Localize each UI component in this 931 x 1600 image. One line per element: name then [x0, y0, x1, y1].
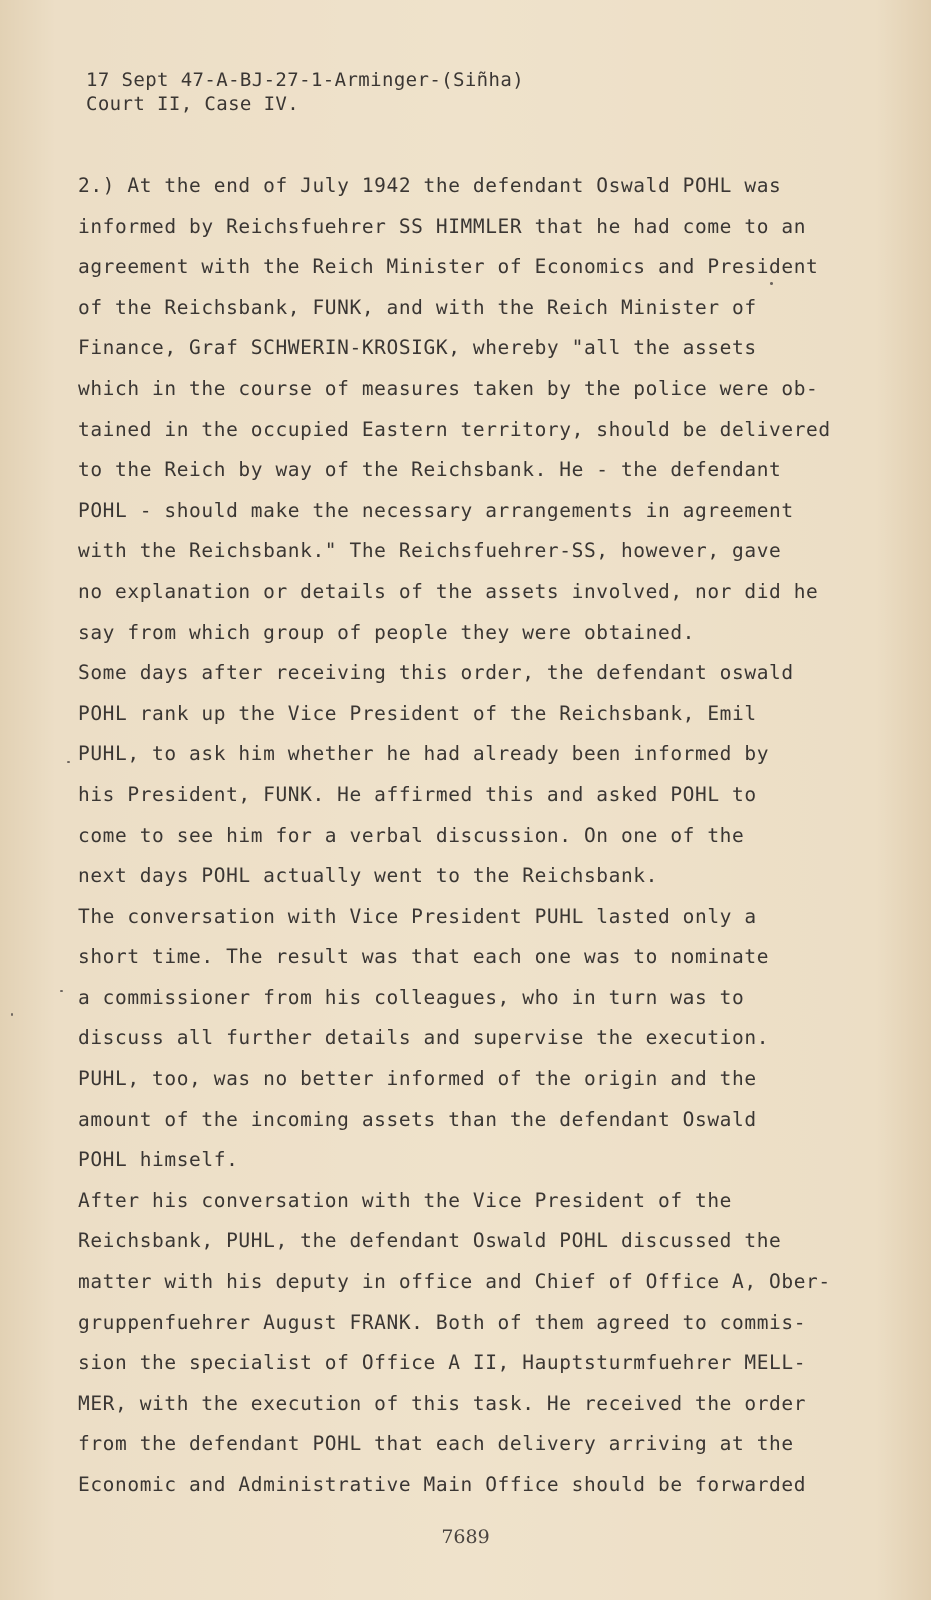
text-line: sion the specialist of Office A II, Hauptsturmfuehrer MELL-	[78, 1351, 807, 1375]
text-line: short time. The result was that each one was to nominate	[78, 945, 770, 969]
paper-speck	[60, 990, 63, 992]
text-line: MER, with the execution of this task. He received the order	[78, 1391, 807, 1415]
text-line: with the Reichsbank." The Reichsfuehrer-SS, however, gave	[78, 539, 782, 563]
text-line: 2.) At the end of July 1942 the defendant Oswald POHL was	[78, 174, 782, 197]
text-line: Reichsbank, PUHL, the defendant Oswald POHL discussed the	[78, 1229, 782, 1253]
text-line: which in the course of measures taken by the police were ob-	[78, 376, 819, 400]
text-line: of the Reichsbank, FUNK, and with the Reich Minister of	[78, 295, 757, 319]
text-line: say from which group of people they were obtained.	[78, 620, 695, 644]
header-reference: 17 Sept 47-A-BJ-27-1-Arminger-(Siñha)	[86, 69, 525, 91]
text-line: agreement with the Reich Minister of Economics and President	[78, 255, 819, 279]
text-line: gruppenfuehrer August FRANK. Both of them agreed to commis-	[78, 1310, 807, 1334]
text-line: Finance, Graf SCHWERIN-KROSIGK, whereby "all the assets	[78, 336, 757, 360]
text-line: Some days after receiving this order, the defendant oswald	[78, 661, 794, 685]
text-line: a commissioner from his colleagues, who in turn was to	[78, 985, 745, 1009]
text-line: amount of the incoming assets than the defendant Oswald	[78, 1107, 757, 1131]
text-line: PUHL, to ask him whether he had already been informed by	[78, 742, 770, 766]
text-line: informed by Reichsfuehrer SS HIMMLER that he had come to an	[78, 214, 807, 238]
text-line: PUHL, too, was no better informed of the origin and the	[78, 1067, 757, 1091]
paper-speck	[11, 1013, 13, 1016]
text-line: from the defendant POHL that each delivery arriving at the	[78, 1432, 794, 1456]
text-line: POHL - should make the necessary arrangements in agreement	[78, 498, 794, 522]
text-line: tained in the occupied Eastern territory, should be delivered	[78, 417, 831, 441]
text-line: The conversation with Vice President PUHL lasted only a	[78, 904, 757, 928]
text-line: POHL himself.	[78, 1148, 239, 1172]
text-line: come to see him for a verbal discussion. On one of the	[78, 823, 745, 847]
header-court-case: Court II, Case IV.	[86, 93, 300, 115]
document-body	[78, 166, 831, 1506]
text-line: discuss all further details and supervise the execution.	[78, 1026, 770, 1050]
text-line: After his conversation with the Vice President of the	[78, 1188, 733, 1212]
text-line: Economic and Administrative Main Office should be forwarded	[78, 1473, 807, 1496]
text-line: to the Reich by way of the Reichsbank. He - the defendant	[78, 458, 782, 482]
text-line: next days POHL actually went to the Reichsbank.	[78, 864, 658, 888]
text-line: POHL rank up the Vice President of the Reichsbank, Emil	[78, 701, 757, 725]
paper-speck	[770, 282, 773, 285]
document-header	[86, 68, 524, 116]
text-line: matter with his deputy in office and Chief of Office A, Ober-	[78, 1270, 831, 1294]
page-number: 7689	[441, 1526, 490, 1548]
text-line: no explanation or details of the assets involved, nor did he	[78, 579, 819, 603]
text-line: his President, FUNK. He affirmed this and asked POHL to	[78, 782, 757, 806]
paper-speck	[67, 761, 70, 763]
